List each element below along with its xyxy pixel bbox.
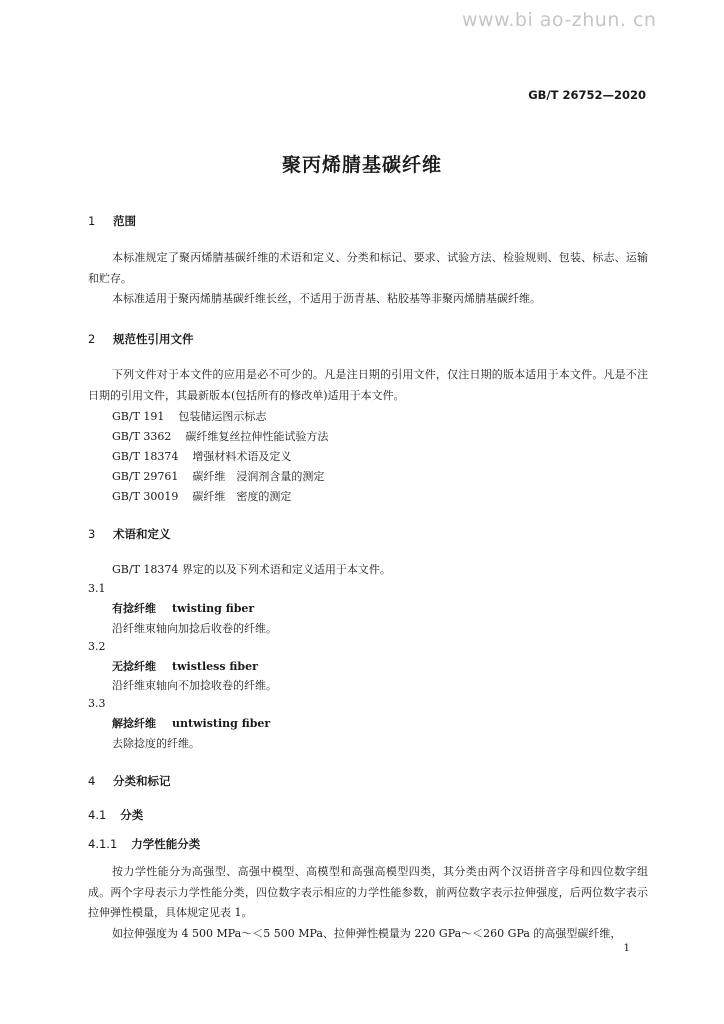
- subsection-number: 4.1.1: [88, 837, 118, 851]
- section-title: 分类和标记: [113, 774, 171, 788]
- section-number: 2: [88, 332, 96, 346]
- term-zh: 解捻纤维: [112, 717, 156, 730]
- reference-title: 增强材料术语及定义: [192, 450, 292, 463]
- section-3-intro: GB/T 18374 界定的以及下列术语和定义适用于本文件。: [112, 563, 391, 576]
- section-3-heading: [88, 526, 171, 542]
- section-number: 1: [88, 214, 96, 228]
- term-zh: 无捻纤维: [112, 660, 156, 673]
- term-heading: [112, 658, 258, 674]
- subsection-4-1-1-heading: [88, 836, 200, 852]
- section-title: 术语和定义: [113, 527, 171, 541]
- reference-title: 包装储运图示标志: [178, 410, 267, 423]
- term-heading: [112, 715, 270, 731]
- reference-title: 碳纤维 浸润剂含量的测定: [192, 470, 325, 483]
- term-number: 3.2: [88, 640, 106, 653]
- subsection-title: 分类: [120, 808, 144, 822]
- reference-title: 碳纤维复丝拉伸性能试验方法: [185, 430, 329, 443]
- section-2-heading: [88, 331, 194, 347]
- term-number: 3.3: [88, 697, 106, 710]
- section-4-paragraph-2: 如拉伸强度为 4 500 MPa～＜5 500 MPa、拉伸弹性模量为 220 GPa～＜260 GPa 的高强型碳纤维，: [112, 927, 622, 940]
- page-number: 1: [623, 942, 630, 954]
- subsection-title: 力学性能分类: [131, 837, 201, 851]
- reference-item: [112, 408, 266, 424]
- section-title: 范围: [113, 214, 136, 228]
- section-number: 4: [88, 774, 96, 788]
- reference-code: GB/T 191: [112, 410, 165, 423]
- reference-code: GB/T 29761: [112, 470, 179, 483]
- reference-item: [112, 488, 291, 504]
- reference-item: [112, 448, 291, 464]
- term-definition: 沿纤维束轴向加捻后收卷的纤维。: [112, 622, 277, 635]
- reference-code: GB/T 30019: [112, 490, 179, 503]
- section-4-heading: [88, 773, 171, 789]
- term-en: untwisting fiber: [172, 717, 271, 730]
- term-en: twisting fiber: [172, 602, 255, 615]
- reference-item: [112, 428, 328, 444]
- watermark: www.bi ao-zhun. cn: [462, 9, 657, 31]
- section-1-heading: [88, 213, 136, 229]
- section-4-paragraph-1: 按力学性能分为高强型、高强中模型、高模型和高强高模型四类，其分类由两个汉语拼音字母和四位数字组成。两个字母表示力学性能分类，四位数字表示相应的力学性能参数，前两位数字表示拉伸强度，后两位数字表示拉伸弹性模量，具体规定见表 1。: [88, 865, 648, 919]
- reference-code: GB/T 18374: [112, 450, 179, 463]
- term-heading: [112, 600, 254, 616]
- document-title: 聚丙烯腈基碳纤维: [281, 154, 442, 176]
- section-2-paragraph-1: 下列文件对于本文件的应用是必不可少的。凡是注日期的引用文件，仅注日期的版本适用于本文件。凡是不注日期的引用文件，其最新版本(包括所有的修改单)适用于本文件。: [88, 368, 648, 402]
- section-1-paragraph-2: 本标准适用于聚丙烯腈基碳纤维长丝，不适用于沥青基、粘胶基等非聚丙烯腈基碳纤维。: [112, 292, 541, 305]
- term-en: twistless fiber: [172, 660, 258, 673]
- standard-number: GB/T 26752—2020: [528, 88, 646, 102]
- section-title: 规范性引用文件: [113, 332, 194, 346]
- section-1-paragraph-1: 本标准规定了聚丙烯腈基碳纤维的术语和定义、分类和标记、要求、试验方法、检验规则、包装、标志、运输和贮存。: [88, 251, 648, 285]
- reference-code: GB/T 3362: [112, 430, 172, 443]
- term-number: 3.1: [88, 582, 106, 595]
- reference-title: 碳纤维 密度的测定: [192, 490, 292, 503]
- term-definition: 去除捻度的纤维。: [112, 737, 200, 750]
- reference-item: [112, 468, 324, 484]
- term-definition: 沿纤维束轴向不加捻收卷的纤维。: [112, 679, 277, 692]
- subsection-4-1-heading: [88, 807, 143, 823]
- section-number: 3: [88, 527, 96, 541]
- subsection-number: 4.1: [88, 808, 107, 822]
- term-zh: 有捻纤维: [112, 602, 156, 615]
